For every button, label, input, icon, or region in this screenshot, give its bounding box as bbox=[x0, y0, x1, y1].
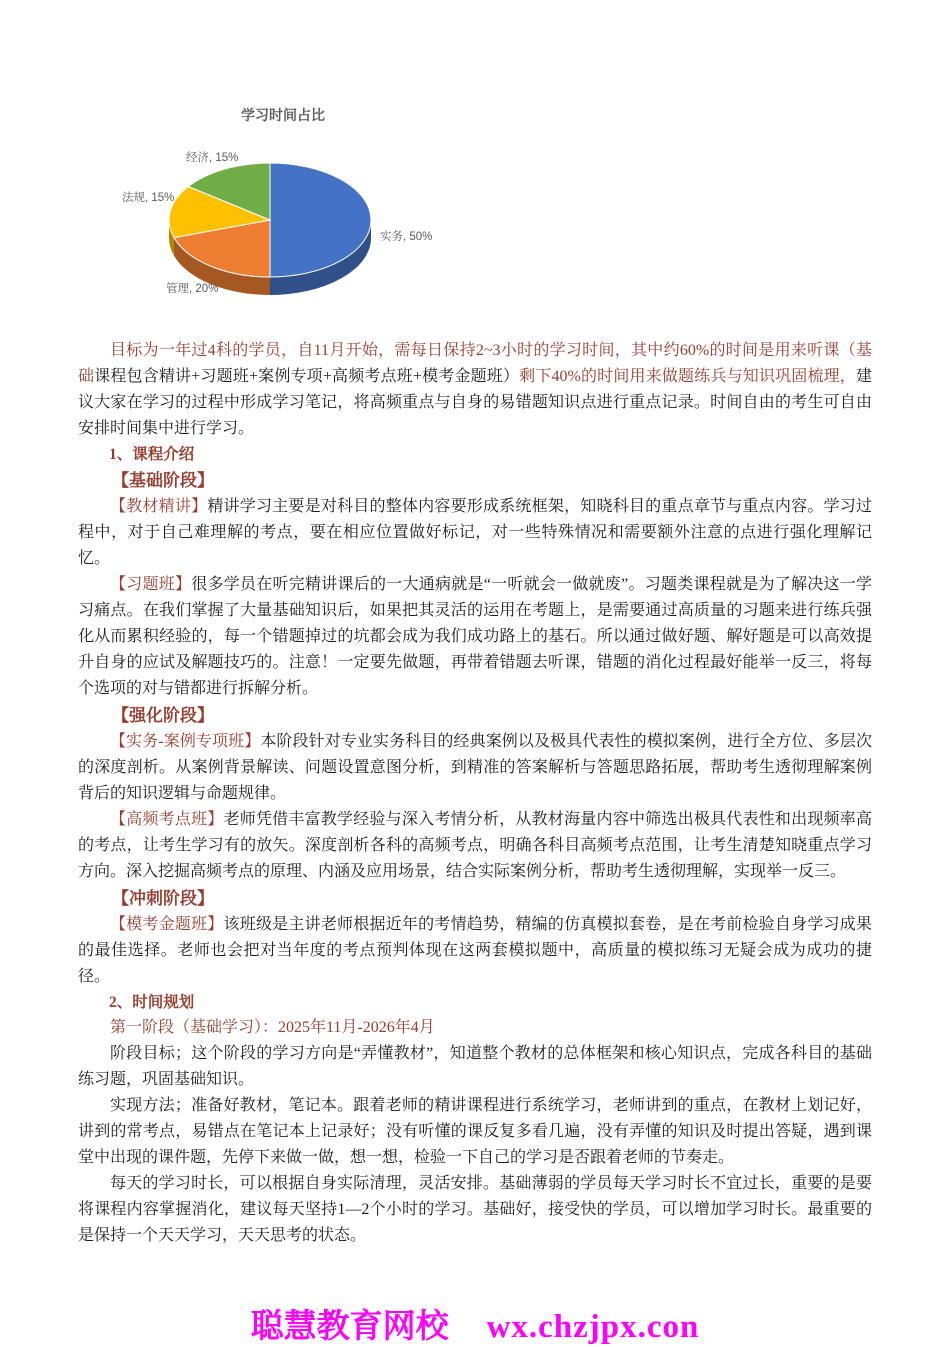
subheading-phase-1: 第一阶段（基础学习）：2025年11月-2026年4月 bbox=[110, 1019, 435, 1036]
paragraph-high-frequency-class bbox=[78, 807, 872, 885]
stage-heading-basic: 【基础阶段】 bbox=[112, 471, 214, 490]
body-phase-goal: 阶段目标；这个阶段的学习方向是“弄懂教材”，知道整个教材的总体框架和核心知识点，完成各科目的基础练习题，巩固基础知识。 bbox=[78, 1045, 872, 1088]
intro-paragraph bbox=[78, 338, 872, 442]
tag-mock-exam-class: 【模考金题班】 bbox=[110, 916, 224, 933]
paragraph-phase-goal bbox=[78, 1041, 872, 1093]
intro-plain-1: 课程包含精讲+习题班+案例专项+高频考点班+模考金题班） bbox=[94, 368, 520, 385]
stage-heading-intensive: 【强化阶段】 bbox=[112, 706, 214, 725]
intro-plain-2: 建议大家在学习的过程中形成学习笔记，将高频重点与自身的易错题知识点进行重点记录。时间自由的考生可自由安排时间集中进行学习。 bbox=[78, 368, 872, 437]
section-heading-course-intro: 1、课程介绍 bbox=[109, 446, 195, 463]
pie-data-label-管理: 管理, 20% bbox=[166, 283, 219, 295]
paragraph-exercise-class bbox=[78, 572, 872, 702]
pie-data-label-实务: 实务, 50% bbox=[380, 231, 433, 243]
footer-contact: wx.chzjpx.con bbox=[486, 1309, 700, 1345]
paragraph-mock-exam-class bbox=[78, 912, 872, 990]
intro-highlight-1: 目标为一年过4科的学员，自11月开始，需每日保持2~3小时的学习时间，其中约60%的时间是用来听课（基础 bbox=[78, 342, 872, 385]
body-textbook-lecture: 精讲学习主要是对科目的整体内容要形成系统框架，知晓科目的重点章节与重点内容。学习过程中，对于自己难理解的考点，要在相应位置做好标记，对一些特殊情况和需要额外注意的点进行强化理解记忆。 bbox=[78, 498, 872, 567]
section-heading-time-plan: 2、时间规划 bbox=[109, 994, 195, 1011]
study-time-pie-chart bbox=[118, 128, 448, 314]
paragraph-method bbox=[78, 1093, 872, 1171]
footer-watermark bbox=[0, 1300, 950, 1347]
intro-highlight-2: 剩下40%的时间用来做题练兵与知识巩固梳理， bbox=[519, 368, 856, 385]
study-time-chart bbox=[118, 106, 448, 321]
body-method: 实现方法；准备好教材，笔记本。跟着老师的精讲课程进行系统学习，老师讲到的重点，在教材上划记好，讲到的常考点，易错点在笔记本上记录好；没有听懂的课反复多看几遍，没有弄懂的知识及时提出答疑，遇到课堂中出现的课件题，先停下来做一做，想一想，检验一下自己的学习是否跟着老师的节奏走。 bbox=[78, 1097, 872, 1166]
document-body bbox=[78, 338, 872, 1249]
tag-exercise-class: 【习题班】 bbox=[110, 576, 192, 593]
pie-data-label-经济: 经济, 15% bbox=[186, 152, 239, 164]
paragraph-case-special-class bbox=[78, 729, 872, 807]
body-high-frequency-class: 老师凭借丰富教学经验与深入考情分析，从教材海量内容中筛选出极具代表性和出现频率高的考点，让考生学习有的放矢。深度剖析各科的高频考点，明确各科目高频考点范围，让考生清楚知晓重点学习方向。深入挖掘高频考点的原理、内涵及应用场景，结合实际案例分析，帮助考生透彻理解，实现举一反三。 bbox=[78, 811, 872, 880]
pie-data-label-法规: 法规, 15% bbox=[122, 192, 175, 204]
body-daily-duration: 每天的学习时长，可以根据自身实际清理，灵活安排。基础薄弱的学员每天学习时长不宜过长，重要的是要将课程内容掌握消化，建议每天坚持1—2个小时的学习。基础好，接受快的学员，可以增加学习时长。最重要的是保持一个天天学习，天天思考的状态。 bbox=[78, 1175, 872, 1244]
body-exercise-class: 很多学员在听完精讲课后的一大通病就是“一听就会一做就废”。习题类课程就是为了解决这一学习痛点。在我们掌握了大量基础知识后，如果把其灵活的运用在考题上，是需要通过高质量的习题来进行练兵强化从而累积经验的，每一个错题掉过的坑都会成为我们成功路上的基石。所以通过做好题、解好题是可以高效提升自身的应试及解题技巧的。注意！一定要先做题，再带着错题去听课，错题的消化过程最好能举一反三，将每个选项的对与错都进行拆解分析。 bbox=[78, 576, 872, 697]
tag-high-frequency-class: 【高频考点班】 bbox=[110, 811, 224, 828]
body-mock-exam-class: 该班级是主讲老师根据近年的考情趋势，精编的仿真模拟套卷，是在考前检验自身学习成果的最佳选择。老师也会把对当年度的考点预判体现在这两套模拟题中，高质量的模拟练习无疑会成为成功的捷径。 bbox=[78, 916, 872, 985]
paragraph-textbook-lecture bbox=[78, 494, 872, 572]
chart-title: 学习时间占比 bbox=[241, 107, 325, 123]
tag-textbook-lecture: 【教材精讲】 bbox=[110, 498, 208, 515]
tag-case-special-class: 【实务-案例专项班】 bbox=[110, 733, 261, 750]
footer-brand: 聪慧教育网校 bbox=[250, 1309, 449, 1345]
paragraph-daily-duration bbox=[78, 1171, 872, 1249]
body-case-special-class: 本阶段针对专业实务科目的经典案例以及极具代表性的模拟案例，进行全方位、多层次的深度剖析。从案例背景解读、问题设置意图分析，到精准的答案解析与答题思路拓展，帮助考生透彻理解案例背后的知识逻辑与命题规律。 bbox=[78, 733, 872, 802]
stage-heading-sprint: 【冲刺阶段】 bbox=[112, 889, 214, 908]
